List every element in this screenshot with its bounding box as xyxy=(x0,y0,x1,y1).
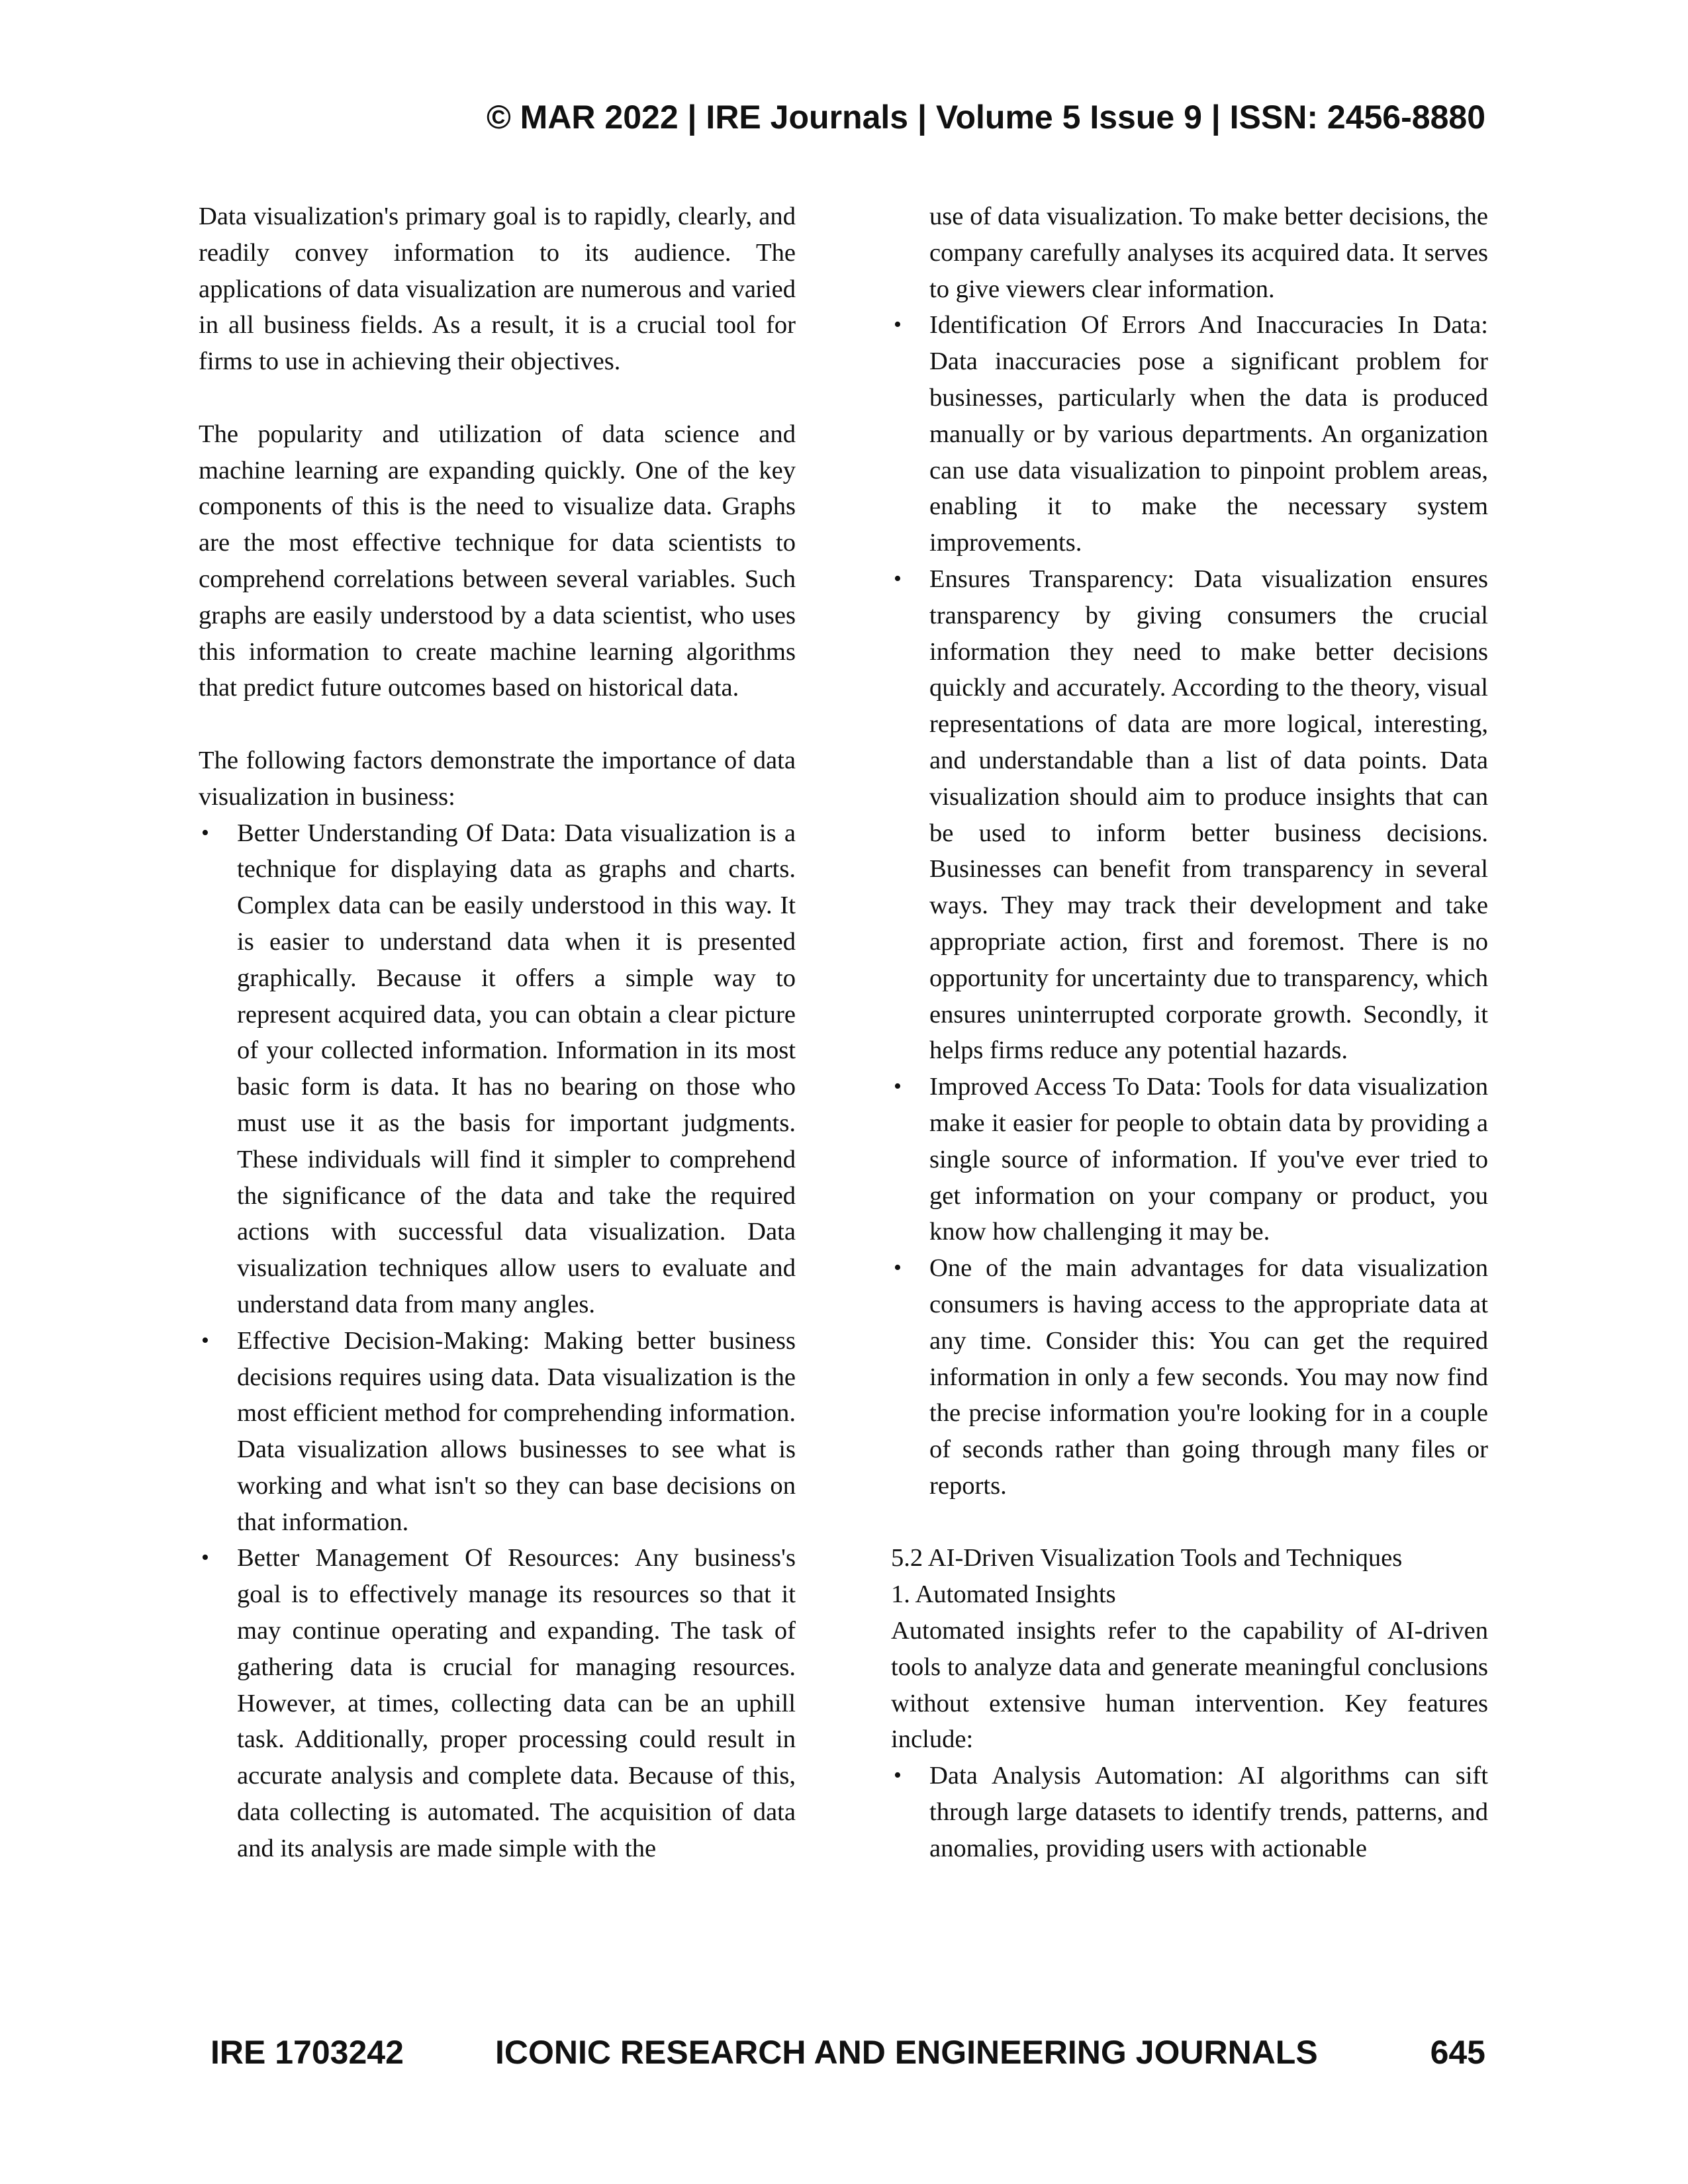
bullet-icon: • xyxy=(201,1328,209,1353)
list-item-text: Better Management Of Resources: Any business's goal is to effectively manage its resources so that it may continue operating and expanding. The task of gathering data is crucial for managing resources. However, at times, collecting data can be an uphill task. Additionally, proper processing could result in accurate analysis and complete data. Because of this, data collecting is automated. The acquisition of data and its analysis are made simple with the xyxy=(237,1544,796,1862)
list-item xyxy=(199,1323,796,1541)
bullet-list xyxy=(891,199,1488,1504)
list-item-continuation xyxy=(891,199,1488,307)
paragraph: The following factors demonstrate the importance of data visualization in business: xyxy=(199,746,796,811)
list-item-text: Effective Decision-Making: Making better business decisions requires using data. Data visualization is the most efficient method for comprehending information. Data visualization allows businesses to see what is working and what isn't so they can base decisions on that information. xyxy=(237,1326,796,1536)
list-item xyxy=(199,1540,796,1866)
footer-page-number: 645 xyxy=(1430,2034,1485,2071)
list-item xyxy=(199,815,796,1323)
list-item xyxy=(891,307,1488,561)
list-item-text: Ensures Transparency: Data visualization ensures transparency by giving consumers the crucial information they need to make better decisions quickly and accurately. According to the theory, visual representations of data are more logical, interesting, and understandable than a list of data points. Data visualization should aim to produce insights that can be used to inform better business decisions. Businesses can benefit from transparency in several ways. They may track their development and take appropriate action, first and foremost. There is no opportunity for uncertainty due to transparency, which ensures uninterrupted corporate growth. Secondly, it helps firms reduce any potential hazards. xyxy=(929,565,1488,1065)
bullet-icon: • xyxy=(894,312,902,338)
list-item xyxy=(891,1758,1488,1866)
list-item xyxy=(891,1250,1488,1504)
list-item-text: Data Analysis Automation: AI algorithms can sift through large datasets to identify trends, patterns, and anomalies, providing users with actionable xyxy=(929,1762,1488,1862)
bullet-icon: • xyxy=(894,566,902,591)
running-header: © MAR 2022 | IRE Journals | Volume 5 Issue 9 | ISSN: 2456-8880 xyxy=(486,99,1485,136)
list-item-text: Identification Of Errors And Inaccuracies In Data: Data inaccuracies pose a significant problem for businesses, particularly when the data is produced manually or by various departments. An organization can use data visualization to pinpoint problem areas, enabling it to make the necessary system improvements. xyxy=(929,311,1488,557)
bullet-icon: • xyxy=(201,820,209,845)
list-item-text: Better Understanding Of Data: Data visualization is a technique for displaying data as graphs and charts. Complex data can be easily understood in this way. It is easier to understand data when it is presented graphically. Because it offers a simple way to represent acquired data, you can obtain a clear picture of your collected information. Information in its most basic form is data. It has no bearing on those who must use it as the basis for important judgments. These individuals will find it simpler to comprehend the significance of the data and take the required actions with successful data visualization. Data visualization techniques allow users to evaluate and understand data from many angles. xyxy=(237,819,796,1318)
list-item-text: One of the main advantages for data visualization consumers is having access to the appropriate data at any time. Consider this: You can get the required information in only a few seconds. You may now find the precise information you're looking for in a couple of seconds rather than going through many files or reports. xyxy=(929,1254,1488,1500)
right-column xyxy=(891,199,1488,1867)
list-item xyxy=(891,561,1488,1069)
list-item-text: use of data visualization. To make better decisions, the company carefully analyses its acquired data. It serves to give viewers clear information. xyxy=(929,203,1488,303)
list-item xyxy=(891,1069,1488,1250)
list-item-text: Improved Access To Data: Tools for data visualization make it easier for people to obtain data by providing a single source of information. If you've ever tried to get information on your company or product, you know how challenging it may be. xyxy=(929,1073,1488,1246)
subsection-heading: 1. Automated Insights xyxy=(891,1580,1116,1609)
paragraph: Automated insights refer to the capability of AI-driven tools to analyze data and generate meaningful conclusions without extensive human intervention. Key features include: xyxy=(891,1617,1488,1754)
left-column xyxy=(199,199,796,1867)
footer-paper-id: IRE 1703242 xyxy=(211,2034,404,2071)
footer-journal-name: ICONIC RESEARCH AND ENGINEERING JOURNALS xyxy=(495,2034,1318,2071)
section-heading: 5.2 AI-Driven Visualization Tools and Techniques xyxy=(891,1544,1403,1572)
bullet-icon: • xyxy=(894,1255,902,1281)
bullet-icon: • xyxy=(894,1763,902,1788)
bullet-list xyxy=(891,1758,1488,1866)
paragraph: Data visualization's primary goal is to rapidly, clearly, and readily convey information to its audience. The applications of data visualization are numerous and varied in all business fields. As a result, it is a crucial tool for firms to use in achieving their objectives. xyxy=(199,203,796,376)
bullet-list xyxy=(199,815,796,1867)
bullet-icon: • xyxy=(894,1074,902,1099)
bullet-icon: • xyxy=(201,1545,209,1570)
paragraph: The popularity and utilization of data science and machine learning are expanding quickly. One of the key components of this is the need to visualize data. Graphs are the most effective technique for data scientists to comprehend correlations between several variables. Such graphs are easily understood by a data scientist, who uses this information to create machine learning algorithms that predict future outcomes based on historical data. xyxy=(199,420,796,702)
